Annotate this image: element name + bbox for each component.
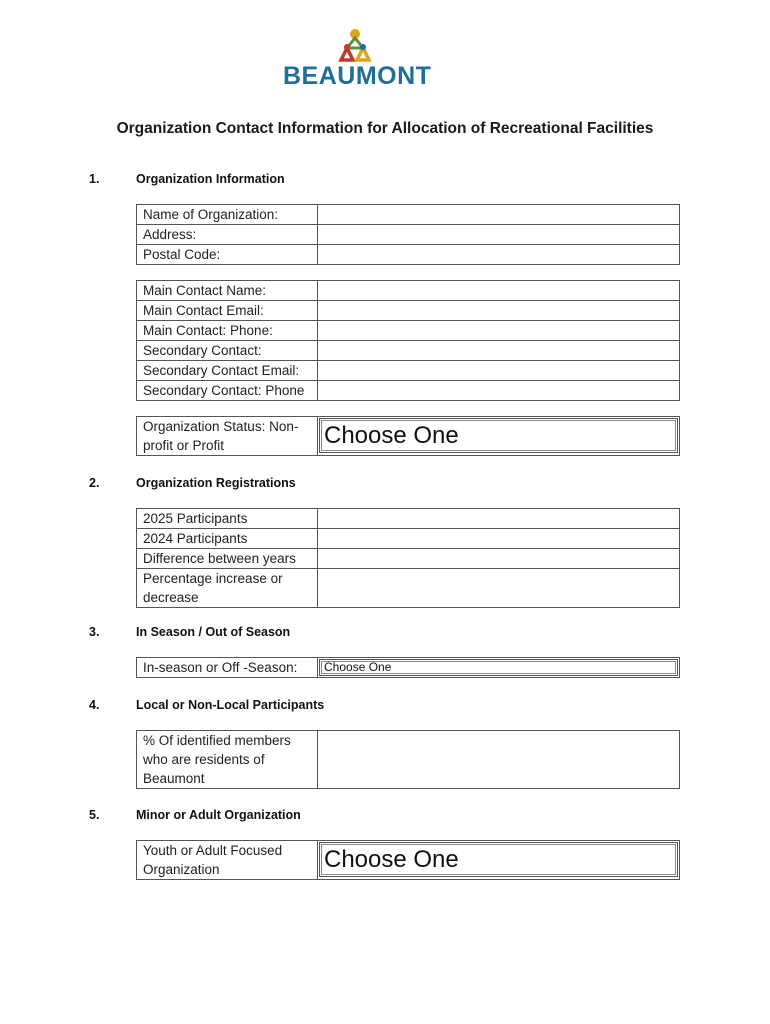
difference-label: Difference between years xyxy=(137,549,318,569)
residents-field[interactable] xyxy=(318,731,680,789)
page-title: Organization Contact Information for Allocation of Recreational Facilities xyxy=(116,120,654,137)
table-row xyxy=(137,569,680,608)
contacts-table xyxy=(136,280,680,401)
youth-adult-label: Youth or Adult Focused Organization xyxy=(137,841,318,880)
postal-code-label: Postal Code: xyxy=(137,245,318,265)
section-1-number: 1. xyxy=(89,172,100,186)
section-5-heading: Minor or Adult Organization xyxy=(136,808,301,822)
table-row xyxy=(137,245,680,265)
table-row xyxy=(137,341,680,361)
participants-2024-field[interactable] xyxy=(318,529,680,549)
table-row xyxy=(137,361,680,381)
table-row xyxy=(137,731,680,789)
section-1-heading: Organization Information xyxy=(136,172,285,186)
secondary-contact-label: Secondary Contact: xyxy=(137,341,318,361)
beaumont-logo xyxy=(283,26,432,96)
address-label: Address: xyxy=(137,225,318,245)
minor-adult-table xyxy=(136,840,680,880)
table-row xyxy=(137,529,680,549)
youth-adult-dropdown[interactable]: Choose One xyxy=(319,842,678,877)
main-contact-name-label: Main Contact Name: xyxy=(137,281,318,301)
table-row xyxy=(137,841,680,880)
table-row xyxy=(137,549,680,569)
local-table xyxy=(136,730,680,789)
participants-2024-label: 2024 Participants xyxy=(137,529,318,549)
table-row xyxy=(137,417,680,456)
section-4-heading: Local or Non-Local Participants xyxy=(136,698,325,712)
logo-dot-left xyxy=(344,44,350,50)
season-dropdown[interactable]: Choose One xyxy=(319,659,678,676)
table-row xyxy=(137,658,680,678)
season-table xyxy=(136,657,680,678)
secondary-contact-email-label: Secondary Contact Email: xyxy=(137,361,318,381)
section-3-number: 3. xyxy=(89,625,100,639)
table-row xyxy=(137,301,680,321)
participants-2025-label: 2025 Participants xyxy=(137,509,318,529)
org-status-label: Organization Status: Non-profit or Profit xyxy=(137,417,318,456)
residents-label: % Of identified members who are residents of Beaumont xyxy=(137,731,318,789)
org-name-label: Name of Organization: xyxy=(137,205,318,225)
org-info-table xyxy=(136,204,680,265)
season-label: In-season or Off -Season: xyxy=(137,658,318,678)
registrations-table xyxy=(136,508,680,608)
org-status-cell xyxy=(318,417,680,456)
main-contact-phone-field[interactable] xyxy=(318,321,680,341)
percentage-field[interactable] xyxy=(318,569,680,608)
main-contact-phone-label: Main Contact: Phone: xyxy=(137,321,318,341)
org-name-field[interactable] xyxy=(318,205,680,225)
status-table xyxy=(136,416,680,456)
postal-code-field[interactable] xyxy=(318,245,680,265)
section-3-heading: In Season / Out of Season xyxy=(136,625,291,639)
secondary-contact-phone-label: Secondary Contact: Phone xyxy=(137,381,318,401)
table-row xyxy=(137,321,680,341)
logo-mark-icon xyxy=(335,26,375,62)
youth-adult-cell xyxy=(318,841,680,880)
org-status-dropdown[interactable]: Choose One xyxy=(319,418,678,453)
difference-field[interactable] xyxy=(318,549,680,569)
table-row xyxy=(137,281,680,301)
address-field[interactable] xyxy=(318,225,680,245)
season-cell xyxy=(318,658,680,678)
secondary-contact-field[interactable] xyxy=(318,341,680,361)
main-contact-email-label: Main Contact Email: xyxy=(137,301,318,321)
section-4-number: 4. xyxy=(89,698,100,712)
table-row xyxy=(137,381,680,401)
logo-text: BEAUMONT xyxy=(283,62,432,90)
table-row xyxy=(137,225,680,245)
section-5-number: 5. xyxy=(89,808,100,822)
percentage-label: Percentage increase or decrease xyxy=(137,569,318,608)
logo-dot-right xyxy=(360,44,366,50)
secondary-contact-email-field[interactable] xyxy=(318,361,680,381)
main-contact-name-field[interactable] xyxy=(318,281,680,301)
main-contact-email-field[interactable] xyxy=(318,301,680,321)
secondary-contact-phone-field[interactable] xyxy=(318,381,680,401)
section-2-number: 2. xyxy=(89,476,100,490)
participants-2025-field[interactable] xyxy=(318,509,680,529)
section-2-heading: Organization Registrations xyxy=(136,476,296,490)
table-row xyxy=(137,509,680,529)
table-row xyxy=(137,205,680,225)
